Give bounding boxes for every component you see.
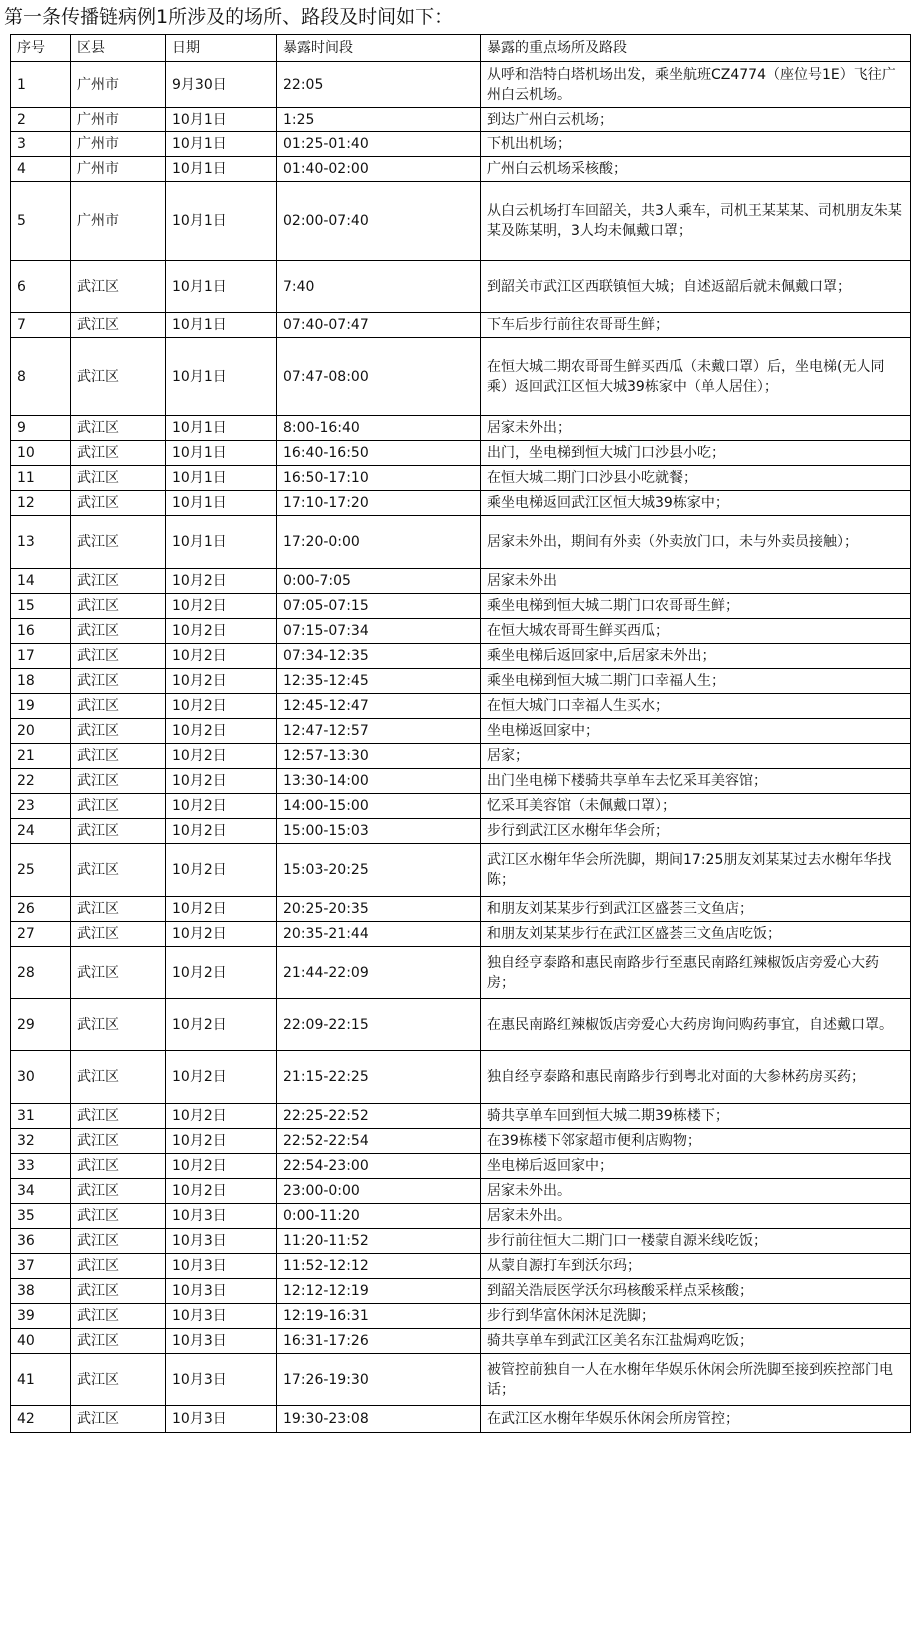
cell-time: 22:05 (277, 62, 481, 108)
cell-time: 17:10-17:20 (277, 491, 481, 516)
cell-place: 在39栋楼下邻家超市便利店购物； (481, 1129, 911, 1154)
cell-no: 33 (11, 1154, 71, 1179)
cell-date: 10月1日 (166, 182, 277, 261)
cell-time: 12:19-16:31 (277, 1304, 481, 1329)
cell-place: 下车后步行前往农哥哥生鲜； (481, 313, 911, 338)
cell-date: 10月1日 (166, 491, 277, 516)
cell-place: 出门坐电梯下楼骑共享单车去忆采耳美容馆； (481, 769, 911, 794)
cell-no: 35 (11, 1204, 71, 1229)
cell-time: 11:52-12:12 (277, 1254, 481, 1279)
table-row (11, 819, 911, 844)
cell-district: 武江区 (71, 769, 166, 794)
cell-district: 武江区 (71, 694, 166, 719)
cell-district: 武江区 (71, 897, 166, 922)
cell-no: 2 (11, 108, 71, 132)
cell-place: 广州白云机场采核酸； (481, 157, 911, 182)
cell-no: 37 (11, 1254, 71, 1279)
cell-district: 武江区 (71, 1279, 166, 1304)
cell-date: 10月3日 (166, 1204, 277, 1229)
table-row (11, 1129, 911, 1154)
cell-place: 从呼和浩特白塔机场出发，乘坐航班CZ4774（座位号1E）飞往广州白云机场。 (481, 62, 911, 108)
cell-place: 下机出机场； (481, 132, 911, 157)
cell-date: 10月1日 (166, 466, 277, 491)
cell-district: 武江区 (71, 1051, 166, 1104)
cell-no: 36 (11, 1229, 71, 1254)
cell-no: 13 (11, 516, 71, 569)
cell-place: 坐电梯返回家中； (481, 719, 911, 744)
cell-place: 和朋友刘某某步行到武江区盛荟三文鱼店； (481, 897, 911, 922)
cell-time: 22:52-22:54 (277, 1129, 481, 1154)
cell-district: 武江区 (71, 719, 166, 744)
cell-time: 07:34-12:35 (277, 644, 481, 669)
cell-place: 独自经亨泰路和惠民南路步行至惠民南路红辣椒饭店旁爱心大药房； (481, 947, 911, 999)
cell-district: 武江区 (71, 844, 166, 897)
cell-no: 21 (11, 744, 71, 769)
cell-time: 22:54-23:00 (277, 1154, 481, 1179)
cell-time: 07:15-07:34 (277, 619, 481, 644)
cell-place: 到韶关浩辰医学沃尔玛核酸采样点采核酸； (481, 1279, 911, 1304)
cell-district: 武江区 (71, 1229, 166, 1254)
table-row (11, 132, 911, 157)
cell-date: 10月2日 (166, 1179, 277, 1204)
cell-time: 23:00-0:00 (277, 1179, 481, 1204)
cell-place: 居家未外出。 (481, 1179, 911, 1204)
cell-place: 在惠民南路红辣椒饭店旁爱心大药房询问购药事宜，自述戴口罩。 (481, 999, 911, 1051)
cell-district: 武江区 (71, 1104, 166, 1129)
table-row (11, 313, 911, 338)
cell-time: 8:00-16:40 (277, 416, 481, 441)
cell-district: 广州市 (71, 157, 166, 182)
cell-date: 9月30日 (166, 62, 277, 108)
cell-date: 10月3日 (166, 1229, 277, 1254)
cell-time: 01:25-01:40 (277, 132, 481, 157)
cell-date: 10月2日 (166, 794, 277, 819)
cell-district: 武江区 (71, 947, 166, 999)
cell-district: 武江区 (71, 569, 166, 594)
cell-date: 10月3日 (166, 1354, 277, 1406)
cell-time: 17:26-19:30 (277, 1354, 481, 1406)
cell-time: 20:25-20:35 (277, 897, 481, 922)
table-row (11, 1304, 911, 1329)
cell-place: 步行到华富休闲沐足洗脚； (481, 1304, 911, 1329)
cell-time: 7:40 (277, 261, 481, 313)
cell-place: 忆采耳美容馆（未佩戴口罩）； (481, 794, 911, 819)
cell-time: 12:35-12:45 (277, 669, 481, 694)
cell-time: 19:30-23:08 (277, 1406, 481, 1433)
cell-date: 10月2日 (166, 569, 277, 594)
cell-date: 10月2日 (166, 947, 277, 999)
table-row (11, 569, 911, 594)
cell-date: 10月3日 (166, 1329, 277, 1354)
cell-district: 武江区 (71, 416, 166, 441)
table-row (11, 897, 911, 922)
cell-place: 出门，坐电梯到恒大城门口沙县小吃； (481, 441, 911, 466)
cell-place: 武江区水榭年华会所洗脚，期间17:25朋友刘某某过去水榭年华找陈； (481, 844, 911, 897)
cell-date: 10月2日 (166, 669, 277, 694)
cell-time: 07:05-07:15 (277, 594, 481, 619)
cell-date: 10月2日 (166, 1129, 277, 1154)
cell-time: 14:00-15:00 (277, 794, 481, 819)
cell-district: 广州市 (71, 132, 166, 157)
cell-no: 9 (11, 416, 71, 441)
cell-district: 武江区 (71, 1204, 166, 1229)
cell-district: 武江区 (71, 744, 166, 769)
table-row (11, 62, 911, 108)
cell-date: 10月1日 (166, 338, 277, 416)
cell-place: 独自经亨泰路和惠民南路步行到粤北对面的大参林药房买药； (481, 1051, 911, 1104)
header-district: 区县 (71, 35, 166, 62)
cell-date: 10月2日 (166, 1104, 277, 1129)
cell-place: 居家； (481, 744, 911, 769)
cell-no: 40 (11, 1329, 71, 1354)
cell-district: 武江区 (71, 999, 166, 1051)
table-row (11, 1254, 911, 1279)
cell-date: 10月2日 (166, 719, 277, 744)
table-row (11, 1354, 911, 1406)
cell-place: 坐电梯后返回家中； (481, 1154, 911, 1179)
cell-date: 10月2日 (166, 694, 277, 719)
cell-district: 武江区 (71, 1154, 166, 1179)
cell-date: 10月2日 (166, 999, 277, 1051)
cell-time: 15:00-15:03 (277, 819, 481, 844)
cell-time: 13:30-14:00 (277, 769, 481, 794)
cell-district: 武江区 (71, 516, 166, 569)
cell-no: 27 (11, 922, 71, 947)
cell-date: 10月2日 (166, 897, 277, 922)
table-row (11, 182, 911, 261)
cell-district: 广州市 (71, 62, 166, 108)
cell-time: 1:25 (277, 108, 481, 132)
cell-date: 10月2日 (166, 1051, 277, 1104)
cell-place: 在恒大城农哥哥生鲜买西瓜； (481, 619, 911, 644)
cell-no: 28 (11, 947, 71, 999)
cell-district: 武江区 (71, 261, 166, 313)
cell-district: 武江区 (71, 491, 166, 516)
cell-no: 19 (11, 694, 71, 719)
cell-place: 居家未外出； (481, 416, 911, 441)
cell-no: 7 (11, 313, 71, 338)
table-row (11, 1279, 911, 1304)
cell-district: 武江区 (71, 922, 166, 947)
cell-date: 10月2日 (166, 644, 277, 669)
table-row (11, 999, 911, 1051)
caption-title: 第一条传播链病例1所涉及的场所、路段及时间如下： (4, 6, 454, 28)
cell-date: 10月2日 (166, 769, 277, 794)
cell-date: 10月2日 (166, 744, 277, 769)
cell-no: 4 (11, 157, 71, 182)
table-row (11, 694, 911, 719)
cell-place: 在恒大城二期农哥哥生鲜买西瓜（未戴口罩）后，坐电梯(无人同乘）返回武江区恒大城39栋家中（单人居住）； (481, 338, 911, 416)
cell-place: 被管控前独自一人在水榭年华娱乐休闲会所洗脚至接到疾控部门电话； (481, 1354, 911, 1406)
cell-no: 14 (11, 569, 71, 594)
cell-no: 11 (11, 466, 71, 491)
table-row (11, 1204, 911, 1229)
table-row (11, 1329, 911, 1354)
cell-no: 31 (11, 1104, 71, 1129)
cell-date: 10月1日 (166, 416, 277, 441)
cell-no: 18 (11, 669, 71, 694)
cell-place: 乘坐电梯返回武江区恒大城39栋家中； (481, 491, 911, 516)
cell-place: 骑共享单车回到恒大城二期39栋楼下； (481, 1104, 911, 1129)
cell-no: 8 (11, 338, 71, 416)
cell-no: 24 (11, 819, 71, 844)
header-no: 序号 (11, 35, 71, 62)
cell-no: 39 (11, 1304, 71, 1329)
table-body (11, 62, 911, 1433)
cell-place: 乘坐电梯到恒大城二期门口幸福人生； (481, 669, 911, 694)
cell-no: 23 (11, 794, 71, 819)
table-row (11, 922, 911, 947)
table-row (11, 466, 911, 491)
cell-no: 16 (11, 619, 71, 644)
cell-date: 10月1日 (166, 157, 277, 182)
cell-time: 22:25-22:52 (277, 1104, 481, 1129)
cell-no: 20 (11, 719, 71, 744)
cell-district: 武江区 (71, 819, 166, 844)
cell-district: 武江区 (71, 669, 166, 694)
cell-district: 武江区 (71, 1179, 166, 1204)
cell-no: 38 (11, 1279, 71, 1304)
cell-time: 12:57-13:30 (277, 744, 481, 769)
cell-date: 10月1日 (166, 441, 277, 466)
header-date: 日期 (166, 35, 277, 62)
cell-district: 武江区 (71, 1129, 166, 1154)
cell-date: 10月2日 (166, 619, 277, 644)
cell-no: 30 (11, 1051, 71, 1104)
table-row (11, 719, 911, 744)
cell-no: 34 (11, 1179, 71, 1204)
cell-time: 07:47-08:00 (277, 338, 481, 416)
cell-date: 10月1日 (166, 516, 277, 569)
cell-no: 17 (11, 644, 71, 669)
cell-time: 02:00-07:40 (277, 182, 481, 261)
cell-place: 乘坐电梯到恒大城二期门口农哥哥生鲜； (481, 594, 911, 619)
table-row (11, 338, 911, 416)
cell-time: 17:20-0:00 (277, 516, 481, 569)
table-row (11, 844, 911, 897)
cell-date: 10月2日 (166, 819, 277, 844)
cell-place: 乘坐电梯后返回家中,后居家未外出； (481, 644, 911, 669)
table-row (11, 1051, 911, 1104)
cell-place: 到达广州白云机场； (481, 108, 911, 132)
cell-place: 居家未外出，期间有外卖（外卖放门口，未与外卖员接触）； (481, 516, 911, 569)
table-row (11, 491, 911, 516)
cell-no: 6 (11, 261, 71, 313)
table-row (11, 108, 911, 132)
cell-no: 1 (11, 62, 71, 108)
cell-no: 5 (11, 182, 71, 261)
table-row (11, 157, 911, 182)
table-row (11, 516, 911, 569)
cell-no: 15 (11, 594, 71, 619)
table-row (11, 1104, 911, 1129)
cell-district: 武江区 (71, 1254, 166, 1279)
exposure-table (10, 34, 911, 1433)
cell-district: 武江区 (71, 441, 166, 466)
cell-date: 10月3日 (166, 1406, 277, 1433)
cell-time: 12:12-12:19 (277, 1279, 481, 1304)
cell-date: 10月1日 (166, 108, 277, 132)
table-row (11, 669, 911, 694)
cell-time: 0:00-7:05 (277, 569, 481, 594)
cell-no: 10 (11, 441, 71, 466)
cell-time: 22:09-22:15 (277, 999, 481, 1051)
cell-place: 居家未外出。 (481, 1204, 911, 1229)
table-row (11, 416, 911, 441)
table-row (11, 261, 911, 313)
cell-district: 武江区 (71, 644, 166, 669)
table-row (11, 1229, 911, 1254)
cell-district: 武江区 (71, 313, 166, 338)
cell-place: 在恒大城门口幸福人生买水； (481, 694, 911, 719)
cell-district: 武江区 (71, 1406, 166, 1433)
table-header-row (11, 35, 911, 62)
cell-date: 10月3日 (166, 1304, 277, 1329)
cell-district: 武江区 (71, 1329, 166, 1354)
cell-time: 16:31-17:26 (277, 1329, 481, 1354)
cell-no: 32 (11, 1129, 71, 1154)
cell-no: 42 (11, 1406, 71, 1433)
cell-time: 11:20-11:52 (277, 1229, 481, 1254)
cell-date: 10月2日 (166, 594, 277, 619)
cell-district: 武江区 (71, 619, 166, 644)
cell-place: 骑共享单车到武江区美名东江盐焗鸡吃饭； (481, 1329, 911, 1354)
cell-no: 22 (11, 769, 71, 794)
cell-no: 26 (11, 897, 71, 922)
cell-date: 10月1日 (166, 261, 277, 313)
cell-district: 武江区 (71, 1354, 166, 1406)
cell-time: 0:00-11:20 (277, 1204, 481, 1229)
cell-place: 步行前往恒大二期门口一楼蒙自源米线吃饭； (481, 1229, 911, 1254)
cell-district: 武江区 (71, 794, 166, 819)
cell-place: 到韶关市武江区西联镇恒大城；自述返韶后就未佩戴口罩； (481, 261, 911, 313)
cell-place: 在恒大城二期门口沙县小吃就餐； (481, 466, 911, 491)
cell-time: 15:03-20:25 (277, 844, 481, 897)
table-row (11, 594, 911, 619)
cell-place: 步行到武江区水榭年华会所； (481, 819, 911, 844)
table-row (11, 1154, 911, 1179)
table-row (11, 441, 911, 466)
cell-time: 16:40-16:50 (277, 441, 481, 466)
cell-date: 10月1日 (166, 132, 277, 157)
table-row (11, 1179, 911, 1204)
cell-district: 武江区 (71, 594, 166, 619)
cell-date: 10月3日 (166, 1254, 277, 1279)
table-row (11, 794, 911, 819)
cell-place: 从白云机场打车回韶关，共3人乘车，司机王某某某、司机朋友朱某某及陈某明，3人均未佩戴口罩； (481, 182, 911, 261)
cell-no: 3 (11, 132, 71, 157)
cell-time: 21:44-22:09 (277, 947, 481, 999)
cell-date: 10月2日 (166, 1154, 277, 1179)
table-row (11, 769, 911, 794)
cell-date: 10月1日 (166, 313, 277, 338)
cell-district: 武江区 (71, 338, 166, 416)
cell-time: 21:15-22:25 (277, 1051, 481, 1104)
cell-time: 12:47-12:57 (277, 719, 481, 744)
cell-no: 12 (11, 491, 71, 516)
cell-district: 广州市 (71, 182, 166, 261)
table-row (11, 744, 911, 769)
cell-time: 20:35-21:44 (277, 922, 481, 947)
cell-time: 12:45-12:47 (277, 694, 481, 719)
cell-district: 广州市 (71, 108, 166, 132)
table-row (11, 947, 911, 999)
cell-no: 41 (11, 1354, 71, 1406)
cell-date: 10月2日 (166, 922, 277, 947)
cell-place: 在武江区水榭年华娱乐休闲会所房管控； (481, 1406, 911, 1433)
table-row (11, 644, 911, 669)
cell-no: 29 (11, 999, 71, 1051)
cell-place: 从蒙自源打车到沃尔玛； (481, 1254, 911, 1279)
cell-place: 居家未外出 (481, 569, 911, 594)
table-row (11, 1406, 911, 1433)
header-place: 暴露的重点场所及路段 (481, 35, 911, 62)
cell-date: 10月3日 (166, 1279, 277, 1304)
cell-time: 01:40-02:00 (277, 157, 481, 182)
cell-district: 武江区 (71, 466, 166, 491)
cell-place: 和朋友刘某某步行在武江区盛荟三文鱼店吃饭； (481, 922, 911, 947)
cell-time: 16:50-17:10 (277, 466, 481, 491)
cell-time: 07:40-07:47 (277, 313, 481, 338)
cell-district: 武江区 (71, 1304, 166, 1329)
cell-date: 10月2日 (166, 844, 277, 897)
table-row (11, 619, 911, 644)
header-time: 暴露时间段 (277, 35, 481, 62)
cell-no: 25 (11, 844, 71, 897)
